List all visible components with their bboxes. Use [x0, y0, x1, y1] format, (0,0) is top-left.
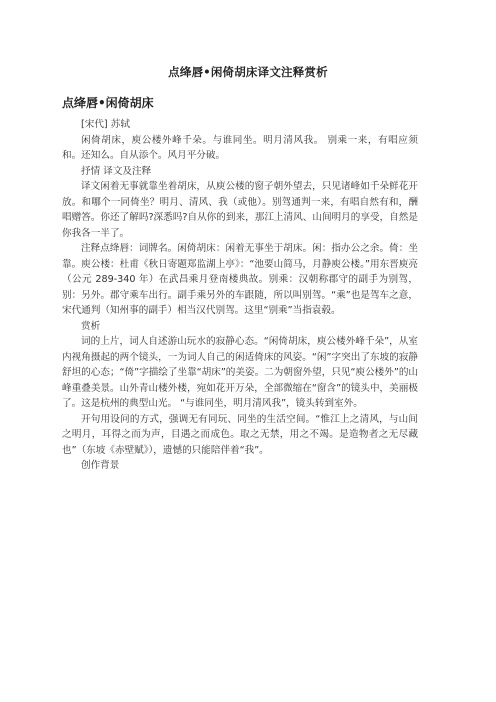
- appreciation-paragraph-2: 开句用设问的方式，强调无有同玩、同坐的生活空间。“惟江上之清风，与山间之明月，耳得之而为声，目遇之而成色。取之无禁，用之不竭。是造物者之无尽藏也”（东坡《赤壁赋》），遗憾的只能陪伴着“我”。: [62, 413, 418, 456]
- notes-paragraph: 注释点绛唇：词牌名。闲倚胡床：闲着无事坐于胡床。闲：指办公之余。倚：坐靠。庾公楼：杜甫《秋日寄题郑监湖上亭》：“池要山简马，月静庾公楼。”用东晋庾亮（公元 289-340 年）在武昌乘月登南楼典故。别乘：汉朝称郡守的副手为别驾，别：另外。郡守乘车出行。副手乘另外的车跟随，所以叫别驾。“乘”也是驾车之意，宋代通判（知州事的副手）相当汉代别驾。这里“别乘”当指袁毂。: [62, 243, 418, 316]
- section-heading-background: 创作背景: [81, 460, 120, 471]
- document-body: [62, 117, 418, 474]
- appreciation-paragraph-1: 词的上片，词人自述游山玩水的寂静心态。“闲倚胡床，庾公楼外峰千朵”，从室内视角摄起的两个镜头，一为词人自己的闲适倚床的风姿。“闲”字突出了东坡的寂静舒坦的心态；“倚”字描绘了坐靠“胡床”的美姿。二为朝窗外望，只见“庾公楼外”的山峰重叠美景。山外青山楼外楼，宛如花开万朵，全部微缩在“窗含”的镜头中，美丽极了。这是杭州的典型山光。 “与谁同坐，明月清风我”，镜头转到室外。: [62, 336, 419, 409]
- document-title: 点绛唇•闲倚胡床译文注释赏析: [168, 65, 328, 79]
- poem-text: 闲倚胡床，庾公楼外峰千朵。与谁同坐。明月清风我。 别乘一来，有唱应须和。还知么。自从添个。风月平分破。: [62, 134, 418, 161]
- section-heading-appreciation: 赏析: [81, 320, 101, 332]
- author-line: [宋代] 苏轼: [81, 119, 130, 130]
- translation-paragraph: 译文闲着无事就靠坐着胡床，从庾公楼的窗子朝外望去，只见诸峰如千朵鲜花开放。和哪个一同倚坐？明月、清风、我（或他）。别驾通判一来，有唱自然有和，酬唱赠答。你还了解吗?深悉吗?自从你的到来，那江上清风、山间明月的享受，自然是你我各一半了。: [62, 181, 418, 239]
- poem-title: 点绛唇•闲倚胡床: [62, 96, 154, 110]
- document-page: [62, 0, 434, 702]
- section-heading-translation: 抒情 译文及注释: [81, 165, 152, 177]
